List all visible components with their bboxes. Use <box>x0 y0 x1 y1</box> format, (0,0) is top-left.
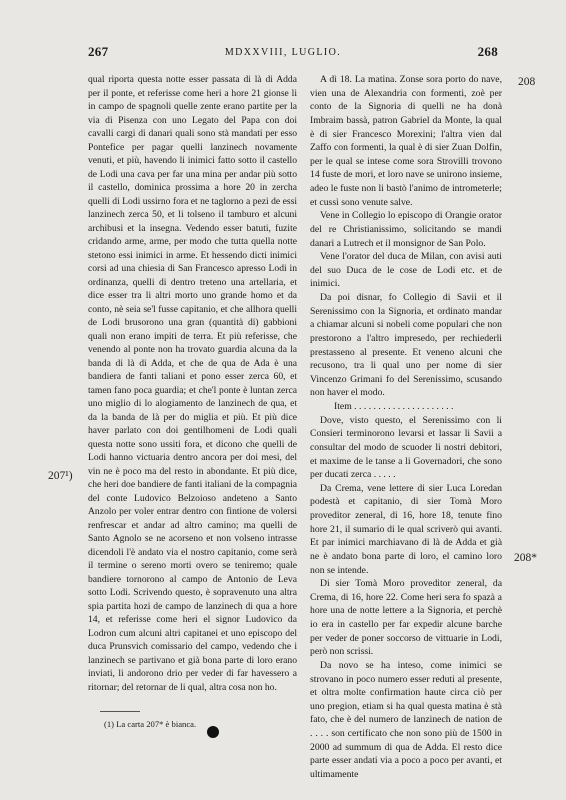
right-paragraph-1: A dì 18. La matina. Zonse sora porto do nave, vien una de Alexandria con formenti, zoè per conto de la Signoria di quelli ne ha donà Imbraim bassà, patron Gabriel da Monte, la qual è di sier Francesco Morexini; l'altra vien dal Zaffo con formenti, la qual è di sier Zuan Dolfin, per le qual se intese come sora Strovilli trovono 14 fuste de mori, et loro nave se unirono insieme, adeo le fuste non li bastò l'animo de intrometerle; et cussì sono venute salve. <box>310 74 502 208</box>
margin-number-208: 208 <box>518 76 536 88</box>
ink-blot <box>207 726 219 738</box>
footnote-rule <box>100 711 140 712</box>
right-paragraph-4: Da poi disnar, fo Collegio di Savii et il Serenissimo con la Signoria, et ordinato mandar a chiamar alcuni si nobeli come populari che non prestorono a l'altro impresedo, per rechiederli prestasseno al presente. Et veneno alcuni che recusono, tra li qual uno per nome di sier Vincenzo Grimani fo del Serenissimo, scusando non haver el modo. <box>310 292 502 399</box>
right-paragraph-6: Dove, visto questo, el Serenissimo con li Consieri terminorono levarsi et lassar li Savii a consultar del modo de scuoder li nostri debitori, et maxime de le tanse a li Governadori, che sono per ducati zerca . . . . . <box>310 414 502 481</box>
right-paragraph-8: Di sier Tomà Moro proveditor zeneral, da Crema, di 16, hore 22. Come heri sera fo spazà a hore una de notte lettere a la Signoria, et perchè io era in castello per far expedir alcune barche per veder de poner soccorso de vittuarie in Lodi, però non scrissi. <box>310 578 502 658</box>
left-text-column <box>88 73 297 694</box>
margin-number-207: 207¹) <box>48 470 73 482</box>
right-paragraph-2: Vene in Collegio lo episcopo di Orangie orator del re Christianissimo, solicitando se mandi danari a Lutrech et il monsignor de San Polo. <box>310 210 502 249</box>
margin-number-208-star: 208* <box>514 552 537 564</box>
right-paragraph-9: Da novo se ha inteso, come inimici se strovano in poco numero esser reduti al presente, et oltra molte confirmation haute circa ciò per uno pregion, etiam si ha qual questa matina è stà fato, che è del numero de lanzinech de nation de . . . . son certificato che non sono più de 1500 in 2000 ad summum di qua de Adda. El resto dice parte esser andati via a poco a poco per avanti, et ultimamente <box>310 659 502 780</box>
right-text-column <box>310 73 502 782</box>
left-paragraph-1: qual riporta questa notte esser passata di là di Adda per il ponte, et referisse come heri a hore 21 gionse li in campo de spagnoli quelle zente erano partite per la via di Pisenza con uno Legato del Papa con doi cavalli cargi di danari quali sono stà mandati per esso Pontefice per pagar quelli lanzinech novamente venuti, et più, havendo li inimici fatto sotto il castello de Lodi una cava per far una mina per andar più sotto il castello, dominica prossima a hore 20 in zercha quelli di Lodi ussirno fora et ne taglorno a pezi de essi lanzinech zerca 50, et li tolseno il tamburo et alcuni archibusi et la insegna. Vedendo esser batuti, fuzite cridando arme, arme, per modo che tutta quella notte stetono essi inimici in arme. Et hessendo dicti inimici corsi ad una chiesia di San Francesco apresso Lodi in ordinanza, quelli di dentro treteno una artellaria, et dice esser tra li altri morto uno grande homo et da conto, nè seia se'l fusse capitanio, et che allhora quelli de Lodi brusorono una gran (quantità di) gabbioni quali non erano impiti de terra. Et più referisse, che venendo al ponte non ha trovato guardia alcuna da la banda di là di Adda, et che de qua de Ada è una bandiera de fanti taliani et pono esser zerca 60, et tamen fano poca guardia; et che'l ponte è luntan zerca uno miglio di lo alogiamento de lanzinech de qua, et da la banda de là per do miglia et più. Et più dice haver parlato con doi gentilhomeni de Lodi quali questa notte sono ussiti fora, et dicono che quelli de Lodi hanno victuaria dentro ancora per doi mesi, del vin ne è poco ma del resto in abondante. Et più dice, che heri doe bandiere de fanti italiani de la compagnia del conte Ludovico Belzoioso andeteno a Santo Anzolo per voler entrar dentro con fintione de volersi renfrescar et andar ad altro camino; ma quelli de Santo Agnolo se ne acorseno et non volseno intrasse dicendoli l'è andato via el nostro capitanio, come serà il termine o sereno morti overo se teniremo; quale bandiere tornorono al campo de Antonio de Leva sotto Lodi. Scrivendo questo, è sopravenuto una altra spia partita hozi de campo de lanzinech di qua a hore 14, et referisse come heri el signor Ludovico da Lodron cum alcuni altri capitanei et uno episcopo del duca Prunsvich comissario del campo, vedendo che i lanzinech se partivano et già bona parte di loro erano inviati, li andorono drio per veder di far havessero a ritornar; del retornar de li qual, altra cosa non ho. <box>88 74 297 693</box>
footnote: (1) La carta 207* è bianca. <box>104 719 197 729</box>
right-paragraph-3: Vene l'orator del duca de Milan, con avisi auti del suo Duca de le cose de Lodi etc. et de inimici. <box>310 251 502 290</box>
right-paragraph-5: Item . . . . . . . . . . . . . . . . . . . . . <box>334 401 454 412</box>
right-paragraph-7: Da Crema, vene lettere di sier Luca Loredan podestà et capitanio, di sier Tomà Moro proveditor zeneral, di 16, hore 18, tenute fino hore 21, il sumario di le qual scriverò qui avanti. Et par inimici marchiavano di là de Adda et già ne è andato bona parte di loro, el camino loro non se intende. <box>310 482 502 576</box>
running-title: MDXXVIII, LUGLIO. <box>224 47 342 58</box>
page-number-right: 268 <box>477 44 498 59</box>
page-number-left: 267 <box>88 44 109 59</box>
